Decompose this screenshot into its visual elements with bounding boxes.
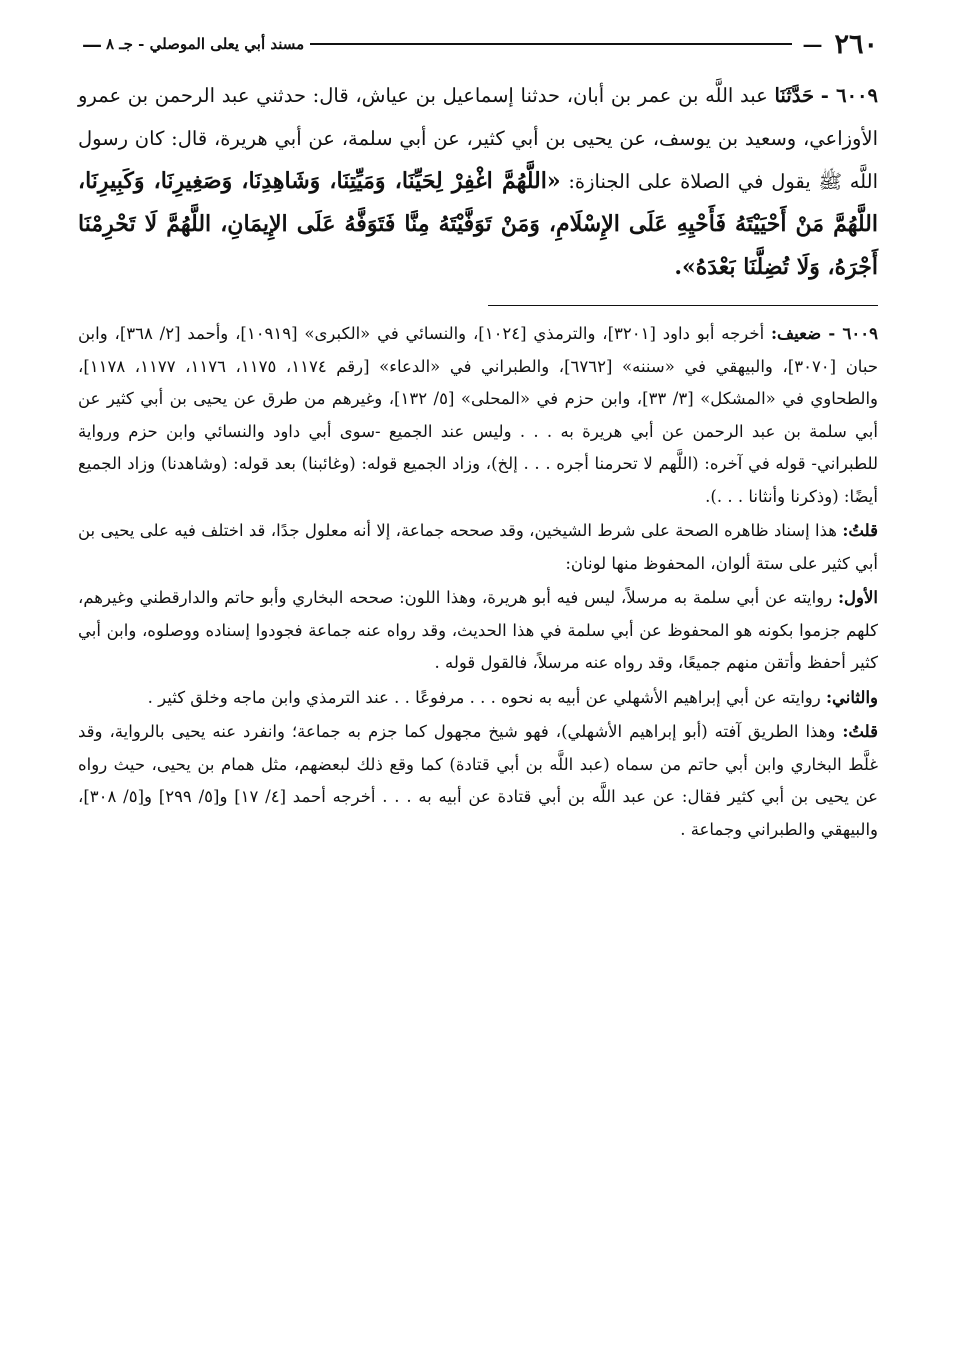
header-rule [310,43,792,45]
hadith-text [78,74,878,289]
footnote-takhrij-text: أخرجه أبو داود [٣٢٠١]، والترمذي [١٠٢٤]، والنسائي في «الكبرى» [١٠٩١٩]، وأحمد [٢/ ٣٦٨]، وابن حبان [٣٠٧٠]، والبيهقي في «سننه» [٦٧٦٢]، والطبراني في «الدعاء» [رقم ١١٧٤، ١١٧٥، ١١٧٦، ١١٧٧، ١١٧٨]، والطحاوي في «المشكل» [٣/ ٣٣]، وابن حزم في «المحلى» [٥/ ١٣٢]، وغيرهم من طرق عن يحيى بن أبي كثير عن أبي سلمة بن عبد الرحمن عن أبي هريرة به . . . وليس عند الجميع -سوى أبي داود والنسائي وابن حزم ورواية للطبراني- قوله في آخره: (اللَّهم لا تحرمنا أجره . . . إلخ)، وزاد الجميع قوله: (وغائبنا) بعد قوله: (وشاهدنا) وزاد الجميع أيضًا: (وذكرنا وأنثانا . . .). [78,324,879,506]
footnote-takhrij [78,318,878,513]
footnote-comment-2-text: وهذا الطريق آفته (أبو إبراهيم الأشهلي)، فهو شيخ مجهول كما جزم به جماعة؛ وانفرد عنه يحيى بالرواية، وقد غلَّط البخاري وابن أبي حاتم من سماه (عبد اللَّه بن أبي قتادة) كما وقع ذلك لبعضهم، مثل همام بن يحيى، حيث رواه عن يحيى بن أبي كثير فقال: عن عبد اللَّه بن أبي قتادة عن أبيه به . . . أخرجه أحمد [٤/ ١٧] و[٥/ ٢٩٩] و[٥/ ٣٠٨]، والبيهقي والطبراني وجماعة . [78,722,878,839]
hadith-dua: «اللَّهُمَّ اغْفِرْ لِحَيِّنَا، وَمَيِّتِنَا، وَشَاهِدِنَا، وَصَغِيرِنَا، وَكَبِيرِنَا، اللَّهُمَّ مَنْ أَحْيَيْتَهُ فَأَحْيِهِ عَلَى الإِسْلَامِ، وَمَنْ تَوَفَّيْتَهُ مِنَّا فَتَوَفَّهُ عَلَى الإِيمَانِ، اللَّهُمَّ لَا تَحْرِمْنَا أَجْرَهُ، وَلَا تُضِلَّنَا بَعْدَهُ». [78,168,878,280]
footnote-first-variant-lead: الأول: [837,588,879,607]
footnote-comment-2 [78,716,878,846]
hadith-number: ٦٠٠٩ - [820,84,878,107]
footnote-second-variant-lead: والثاني: [825,687,878,707]
header-dash-end: — [82,32,102,56]
footnote-second-variant [78,682,878,715]
footnote-separator [488,305,878,306]
footnote-comment-2-lead: قلتُ: [842,722,878,741]
footnote-first-variant-text: روايته عن أبي سلمة به مرسلاً، ليس فيه أبو هريرة، وهذا اللون: صححه البخاري وأبو حاتم والدارقطني وغيرهم، كلهم جزموا بكونه هو المحفوظ عن أبي سلمة في هذا الحديث، وقد رواه عنه جماعة فجودوا إسناده ووصلوه، وابن أبي كثير أحفظ وأتقن منهم جميعًا، وقد رواه عنه مرسلاً، فالقول قوله . [78,588,878,672]
hadith-isnad: عبد اللَّه بن عمر بن أبان، حدثنا إسماعيل بن عياش، قال: حدثني عبد الرحمن بن عمرو الأوزاعي، وسعيد بن يوسف، عن يحيى بن أبي كثير، عن أبي سلمة، عن أبي هريرة، قال: كان رسول اللَّه ﷺ يقول في الصلاة على الجنازة: [78,84,878,193]
footnotes [78,318,878,846]
footnote-first-variant [78,582,878,680]
footnote-comment-1-text: هذا إسناد ظاهره الصحة على شرط الشيخين، وقد صححه جماعة، إلا أنه معلول جدًا، قد اختلف فيه على يحيى بن أبي كثير على ستة ألوان، المحفوظ منها لونان: [78,521,878,573]
running-title: مسند أبي يعلى الموصلي - جـ ٨ [106,35,305,53]
footnote-comment-1-lead: قلتُ: [842,521,878,540]
footnote-takhrij-lead: ٦٠٠٩ - ضعيف: [770,324,878,343]
header-dash: — [802,32,823,56]
page-number: ٢٦٠ [834,28,878,60]
book-page [78,24,878,1321]
hadith-opening: حَدَّثَنَا [774,84,815,107]
footnote-second-variant-text: روايته عن أبي إبراهيم الأشهلي عن أبيه به نحوه . . . مرفوعًا . . عند الترمذي وابن ماجه وخلق كثير . [147,687,821,707]
footnote-comment-1 [78,515,878,580]
page-header [78,24,878,64]
